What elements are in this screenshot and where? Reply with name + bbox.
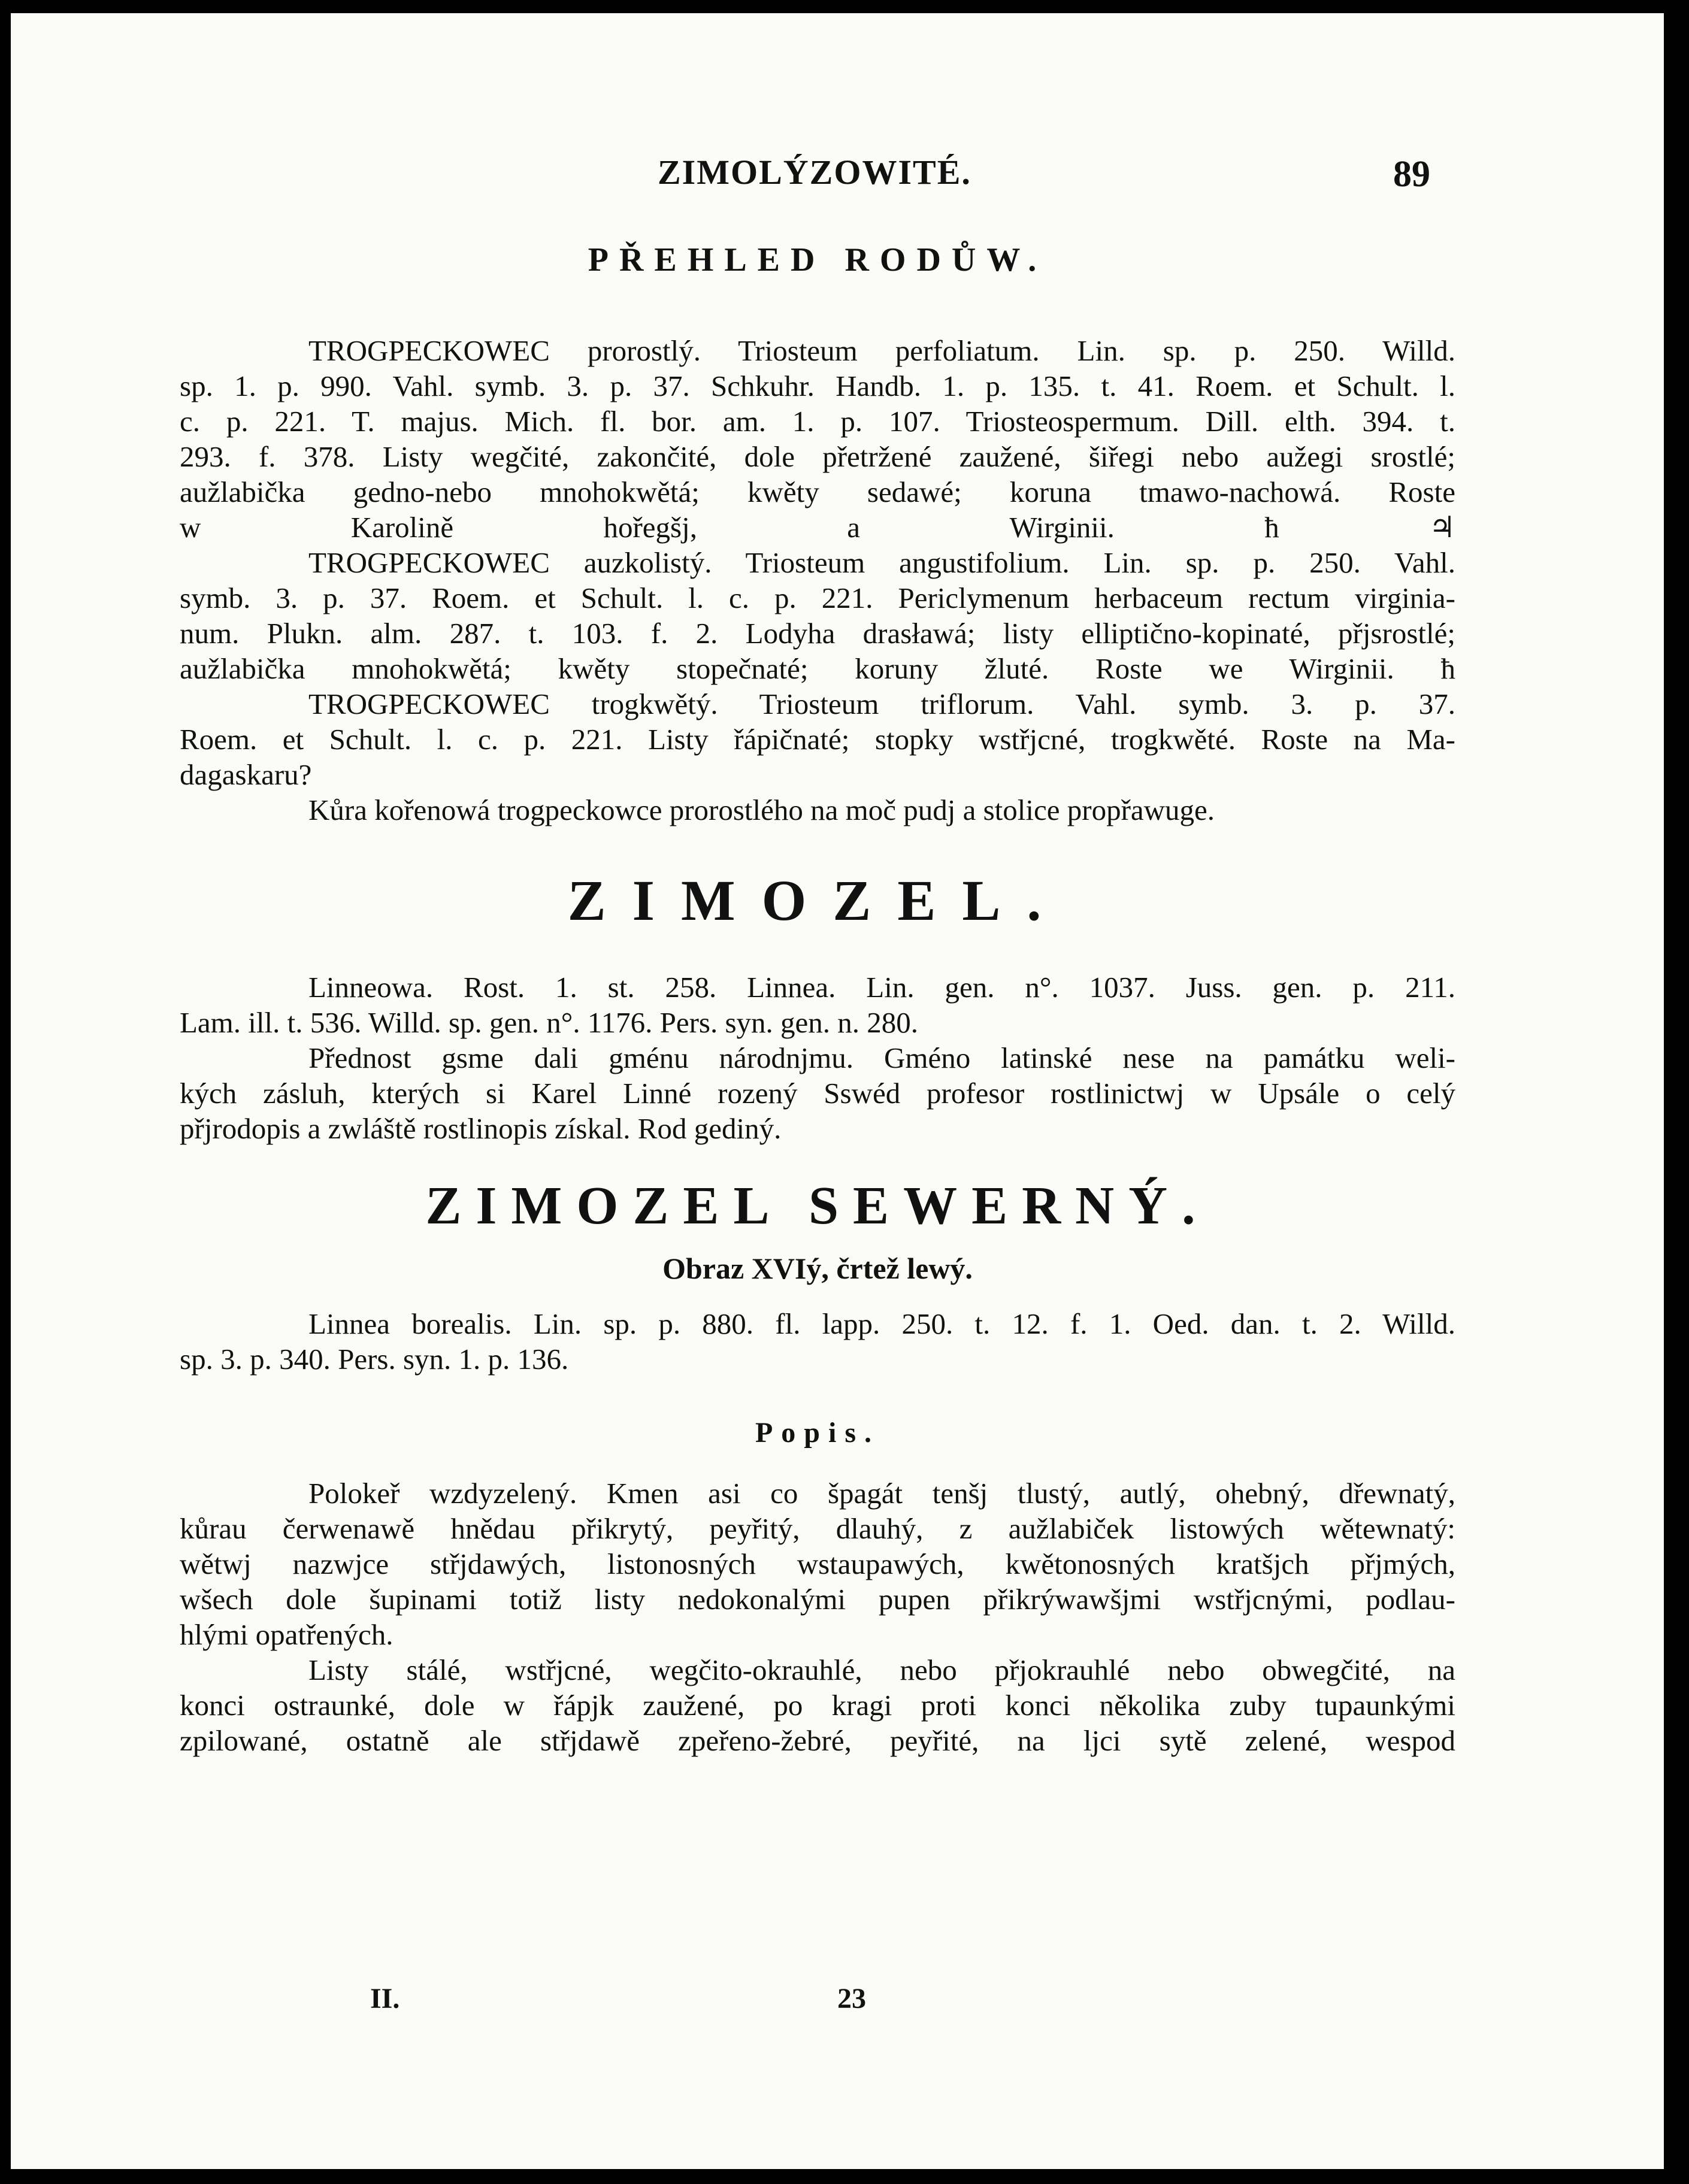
text-line: c. p. 221. T. majus. Mich. fl. bor. am. 1. p. 107. Triosteospermum. Dill. elth. 394. t. — [180, 405, 1455, 438]
text-line: 293. f. 378. Listy wegčité, zakončité, dole přetržené zaužené, šiřegi nebo aužegi srostlé; — [180, 440, 1455, 473]
volume-mark: II. — [370, 1983, 400, 2015]
text-line: Kůra kořenowá trogpeckowce prorostlého na moč pudj a stolice propřawuge. — [308, 793, 1215, 826]
text-line: sp. 3. p. 340. Pers. syn. 1. p. 136. — [180, 1343, 569, 1376]
page-footer — [11, 1982, 1664, 2018]
text-line: zpilowané, ostatně ale střjdawě zpeřeno-žebré, peyřité, na ljci sytě zelené, wespod — [180, 1724, 1455, 1757]
text-line: Linnea borealis. Lin. sp. p. 880. fl. lapp. 250. t. 12. f. 1. Oed. dan. t. 2. Willd. — [308, 1307, 1455, 1340]
page-body — [180, 241, 1455, 1758]
text-line: aužlabička mnohokwětá; kwěty stopečnaté; koruny žluté. Roste we Wirginii. ħ — [180, 652, 1455, 685]
text-line: num. Plukn. alm. 287. t. 103. f. 2. Lodyha drasławá; listy elliptično-kopinaté, přjsrostlé; — [180, 617, 1455, 650]
text-line: Roem. et Schult. l. c. p. 221. Listy řápičnaté; stopky wstřjcné, trogkwěté. Roste na Ma- — [180, 723, 1455, 756]
section-heading: PŘEHLED RODŮW. — [588, 241, 1048, 278]
text-line: konci ostraunké, dole w řápjk zaužené, po kragi proti konci několika zuby tupaunkými — [180, 1689, 1455, 1722]
text-line: kůrau čerwenawě hnědau přikrytý, peyřitý, dlauhý, z aužlabiček listowých wětewnatý: — [180, 1512, 1455, 1545]
running-title: ZIMOLÝZOWITÉ. — [658, 153, 971, 192]
plate-reference: Obraz XVIý, črtež lewý. — [662, 1252, 973, 1285]
signature-mark: 23 — [837, 1983, 866, 2015]
text-line: Linneowa. Rost. 1. st. 258. Linnea. Lin. gen. n°. 1037. Juss. gen. p. 211. — [308, 971, 1455, 1004]
text-line: aužlabička gedno-nebo mnohokwětá; kwěty sedawé; koruna tmawo-nachowá. Roste — [180, 475, 1455, 508]
text-line: Listy stálé, wstřjcné, wegčito-okrauhlé, nebo přjokrauhlé nebo obwegčité, na — [308, 1653, 1455, 1686]
text-line: kých zásluh, kterých si Karel Linné rozený Sswéd profesor rostlinictwj w Upsále o celý — [180, 1077, 1455, 1110]
text-line: hlými opatřených. — [180, 1618, 394, 1651]
text-line: přjrodopis a zwláště rostlinopis získal. Rod gediný. — [180, 1112, 782, 1145]
page-header — [11, 152, 1664, 200]
text-line: wšech dole šupinami totiž listy nedokonalými pupen přikrýwawšjmi wstřjcnými, podlau- — [180, 1583, 1455, 1616]
text-line: dagaskaru? — [180, 758, 312, 791]
text-line: TROGPECKOWEC auzkolistý. Triosteum angustifolium. Lin. sp. p. 250. Vahl. — [308, 546, 1455, 579]
text-line: Polokeř wzdyzelený. Kmen asi co špagát tenšj tlustý, autlý, ohebný, dřewnatý, — [308, 1477, 1455, 1510]
description-heading: Popis. — [755, 1417, 880, 1449]
page-number: 89 — [1393, 154, 1430, 195]
book-page — [11, 13, 1664, 2169]
text-line: Lam. ill. t. 536. Willd. sp. gen. n°. 1176. Pers. syn. gen. n. 280. — [180, 1006, 919, 1039]
species-heading: ZIMOZEL SEWERNÝ. — [425, 1176, 1210, 1235]
text-line: TROGPECKOWEC prorostlý. Triosteum perfoliatum. Lin. sp. p. 250. Willd. — [308, 334, 1455, 367]
text-line: sp. 1. p. 990. Vahl. symb. 3. p. 37. Schkuhr. Handb. 1. p. 135. t. 41. Roem. et Schult. l. — [180, 369, 1455, 402]
text-line: TROGPECKOWEC trogkwětý. Triosteum triflorum. Vahl. symb. 3. p. 37. — [308, 687, 1455, 720]
text-line: Přednost gsme dali gménu národnjmu. Gméno latinské nese na památku weli- — [308, 1041, 1455, 1074]
genus-heading: ZIMOZEL. — [567, 868, 1068, 932]
text-line: w Karolině hořegšj, a Wirginii. ħ ♃ — [180, 511, 1455, 544]
text-line: wětwj nazwjce střjdawých, listonosných wstaupawých, kwětonosných kratšjch přjmých, — [180, 1547, 1455, 1580]
text-line: symb. 3. p. 37. Roem. et Schult. l. c. p. 221. Periclymenum herbaceum rectum virginia- — [180, 581, 1455, 614]
